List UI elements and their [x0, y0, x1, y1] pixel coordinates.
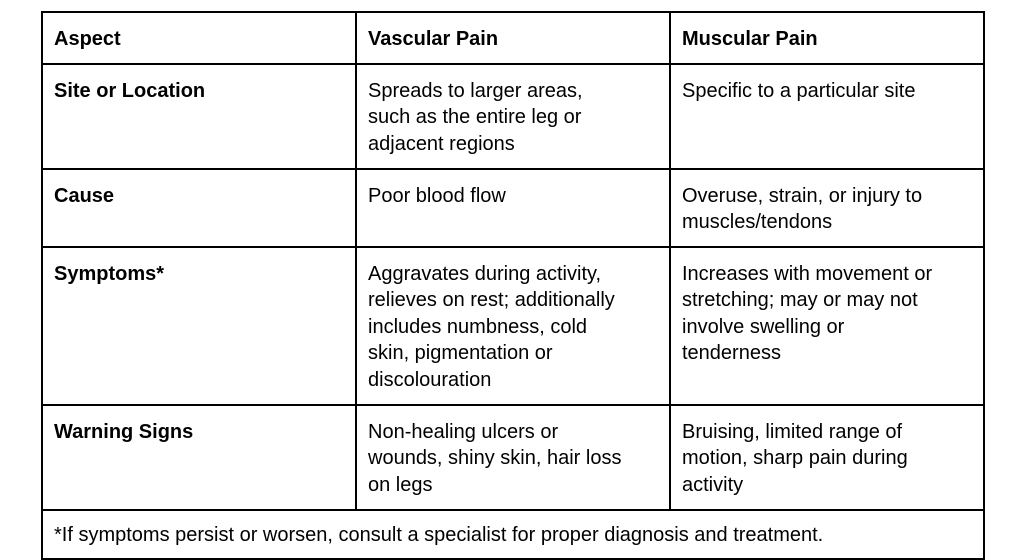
- comparison-table: [41, 11, 985, 560]
- aspect-cell: Site or Location: [42, 64, 356, 169]
- muscular-cell: Specific to a particular site: [670, 64, 984, 169]
- muscular-cell: Increases with movement or stretching; may or may not involve swelling or tenderness: [670, 247, 984, 405]
- header-muscular-pain: Muscular Pain: [670, 12, 984, 64]
- table-row: [42, 405, 984, 510]
- vascular-cell: Non-healing ulcers or wounds, shiny skin, hair loss on legs: [356, 405, 670, 510]
- table-row: [42, 64, 984, 169]
- header-vascular-pain: Vascular Pain: [356, 12, 670, 64]
- aspect-cell: Symptoms*: [42, 247, 356, 405]
- muscular-cell: Overuse, strain, or injury to muscles/tendons: [670, 169, 984, 247]
- vascular-cell: Aggravates during activity, relieves on rest; additionally includes numbness, cold skin, pigmentation or discolouration: [356, 247, 670, 405]
- footnote: *If symptoms persist or worsen, consult a specialist for proper diagnosis and treatment.: [42, 510, 984, 560]
- table-header-row: [42, 12, 984, 64]
- vascular-cell: Poor blood flow: [356, 169, 670, 247]
- aspect-cell: Warning Signs: [42, 405, 356, 510]
- muscular-cell: Bruising, limited range of motion, sharp pain during activity: [670, 405, 984, 510]
- table-row: [42, 247, 984, 405]
- header-aspect: Aspect: [42, 12, 356, 64]
- aspect-cell: Cause: [42, 169, 356, 247]
- vascular-cell: Spreads to larger areas, such as the entire leg or adjacent regions: [356, 64, 670, 169]
- footnote-row: [42, 510, 984, 560]
- table-row: [42, 169, 984, 247]
